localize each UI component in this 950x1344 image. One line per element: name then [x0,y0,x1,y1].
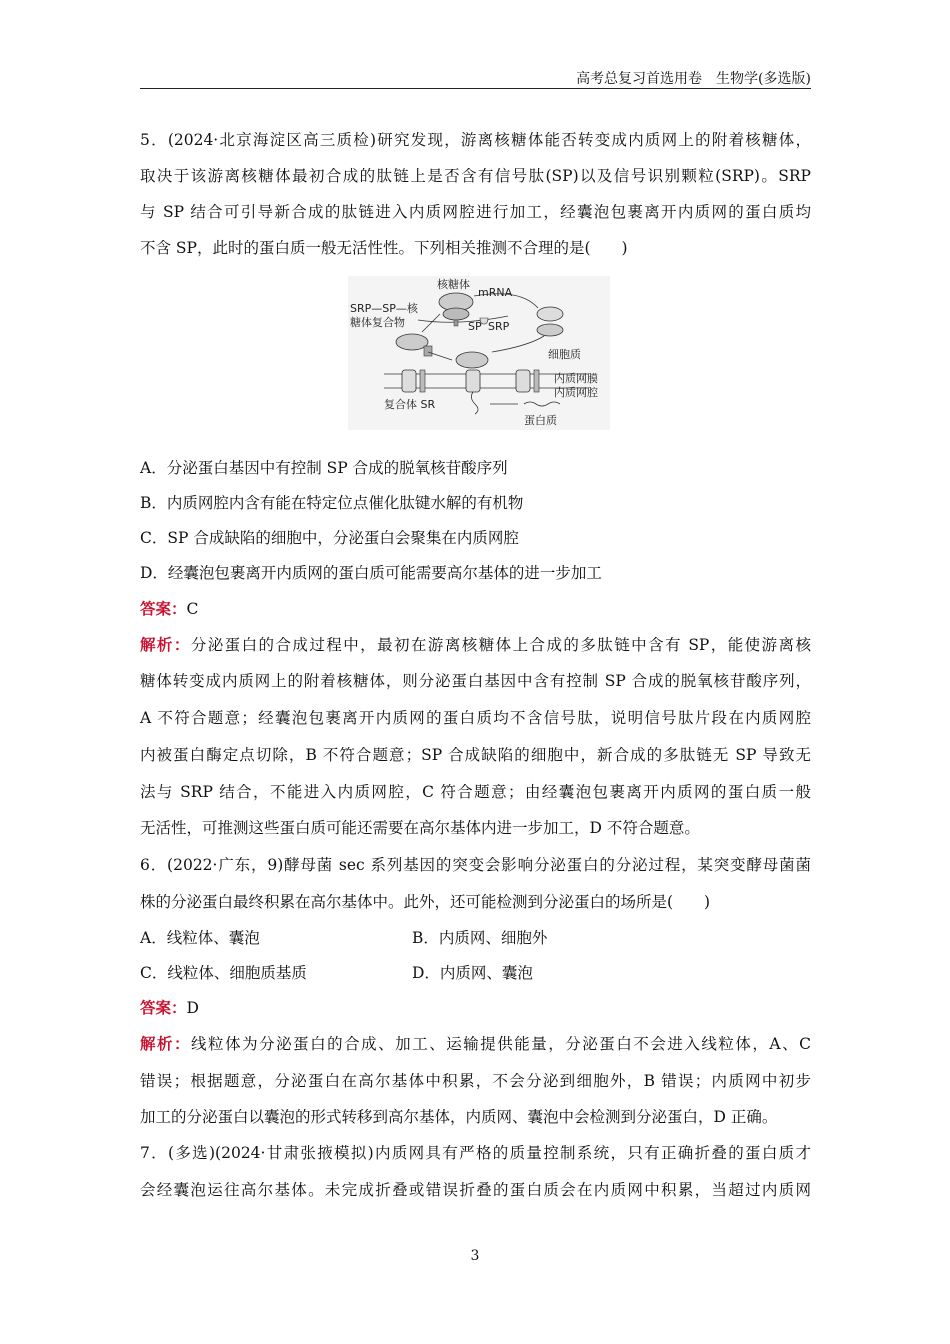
membrane-sr-1 [420,370,425,392]
label-er-lumen: 内质网腔 [554,386,598,399]
q5-analysis-line-1 [140,635,811,655]
q5-line-4: 不含 SP，此时的蛋白质一般无活性性。下列相关推测不合理的是( ) [140,239,628,257]
srp-sp-ribosome-complex [396,334,428,350]
q6-answer [140,998,199,1018]
membrane-protein-1 [402,370,416,392]
membrane-sr-2 [534,370,539,392]
label-complex-sr: 复合体 SR [384,398,436,411]
complex-srp [424,346,432,356]
q5-answer-value: C [186,600,199,618]
q6-analysis-first: 线粒体为分泌蛋白的合成、加工、运输提供能量，分泌蛋白不会进入线粒体，A、C [191,1035,811,1053]
free-ribosome-top [537,307,563,321]
membrane-protein-3 [516,370,530,392]
free-ribosome-bottom [537,324,563,336]
label-mrna: mRNA [478,286,513,299]
q5-analysis-label: 解析： [140,635,191,654]
q5-line-3: 与 SP 结合可引导新合成的肽链进入内质网腔进行加工，经囊泡包裹离开内质网的蛋白质均 [140,203,811,221]
q6-line-1: 6．(2022·广东，9)酵母菌 sec 系列基因的突变会影响分泌蛋白的分泌过程，某突变酵母菌菌 [140,856,811,874]
q5-analysis-first: 分泌蛋白的合成过程中，最初在游离核糖体上合成的多肽链中含有 SP，能使游离核 [190,636,811,654]
label-sp: SP [468,320,482,333]
q6-option-d: D．内质网、囊泡 [412,964,533,982]
q5-line-2: 取决于该游离核糖体最初合成的肽链上是否含有信号肽(SP)以及信号识别颗粒(SRP)。SRP [140,167,811,185]
q5-option-d: D．经囊泡包裹离开内质网的蛋白质可能需要高尔基体的进一步加工 [140,564,602,582]
q6-line-2: 株的分泌蛋白最终积累在高尔基体中。此外，还可能检测到分泌蛋白的场所是( ) [140,893,711,911]
q6-option-a: A．线粒体、囊泡 [140,929,260,947]
label-complex-line2: 糖体复合物 [350,316,405,329]
q6-option-c: C．线粒体、细胞质基质 [140,964,307,982]
label-er-membrane: 内质网膜 [554,372,598,385]
label-protein: 蛋白质 [524,414,557,427]
attached-ribosome [456,352,488,368]
srp-diagram-svg [348,276,610,430]
page-number: 3 [470,1248,480,1264]
q5-answer [140,599,198,619]
q6-analysis-label: 解析： [140,1034,192,1053]
label-cytoplasm: 细胞质 [548,348,581,361]
q5-option-a: A．分泌蛋白基因中有控制 SP 合成的脱氧核苷酸序列 [140,459,508,477]
header-title: 高考总复习首选用卷 生物学(多选版) [576,71,811,87]
q6-option-b: B．内质网、细胞外 [412,929,548,947]
label-srp: SRP [488,320,510,333]
q5-analysis-line-4: 内被蛋白酶定点切除，B 不符合题意；SP 合成缺陷的细胞中，新合成的多肽链无 SP 导致无 [140,746,811,764]
q6-answer-label: 答案： [140,998,187,1017]
sp-mark [454,320,458,326]
q6-analysis-line-3: 加工的分泌蛋白以囊泡的形式转移到高尔基体，内质网、囊泡中会检测到分泌蛋白，D 正确。 [140,1108,778,1126]
label-complex-line1: SRP—SP—核 [350,302,418,315]
q5-answer-label: 答案： [140,599,187,618]
q6-analysis-line-1 [140,1034,811,1054]
q6-answer-value: D [186,999,199,1017]
q5-line-1: 5．(2024·北京海淀区高三质检)研究发现，游离核糖体能否转变成内质网上的附着核糖体， [140,131,811,149]
q7-line-2: 会经囊泡运往高尔基体。未完成折叠或错误折叠的蛋白质会在内质网中积累，当超过内质网 [140,1181,811,1199]
q5-analysis-line-2: 糖体转变成内质网上的附着核糖体，则分泌蛋白基因中含有控制 SP 合成的脱氧核苷酸序列， [140,672,811,690]
ribosome-small-subunit [443,308,469,320]
q7-line-1: 7．(多选)(2024·甘肃张掖模拟)内质网具有严格的质量控制系统，只有正确折叠的蛋白质才 [140,1144,811,1162]
membrane-protein-2 [466,370,480,392]
page-header [140,66,811,89]
q5-analysis-line-5: 法与 SRP 结合，不能进入内质网腔，C 符合题意；由经囊泡包裹离开内质网的蛋白质一般 [140,783,811,801]
q5-analysis-line-6: 无活性，可推测这些蛋白质可能还需要在高尔基体内进一步加工，D 不符合题意。 [140,819,700,837]
label-ribosome: 核糖体 [437,278,470,291]
q5-option-c: C．SP 合成缺陷的细胞中，分泌蛋白会聚集在内质网腔 [140,529,519,547]
q6-analysis-line-2: 错误；根据题意，分泌蛋白在高尔基体中积累，不会分泌到细胞外，B 错误；内质网中初步 [140,1072,811,1090]
srp-diagram [348,276,610,430]
q5-analysis-line-3: A 不符合题意；经囊泡包裹离开内质网的蛋白质均不含信号肽，说明信号肽片段在内质网腔 [140,709,811,727]
q5-option-b: B．内质网腔内含有能在特定位点催化肽键水解的有机物 [140,494,524,512]
